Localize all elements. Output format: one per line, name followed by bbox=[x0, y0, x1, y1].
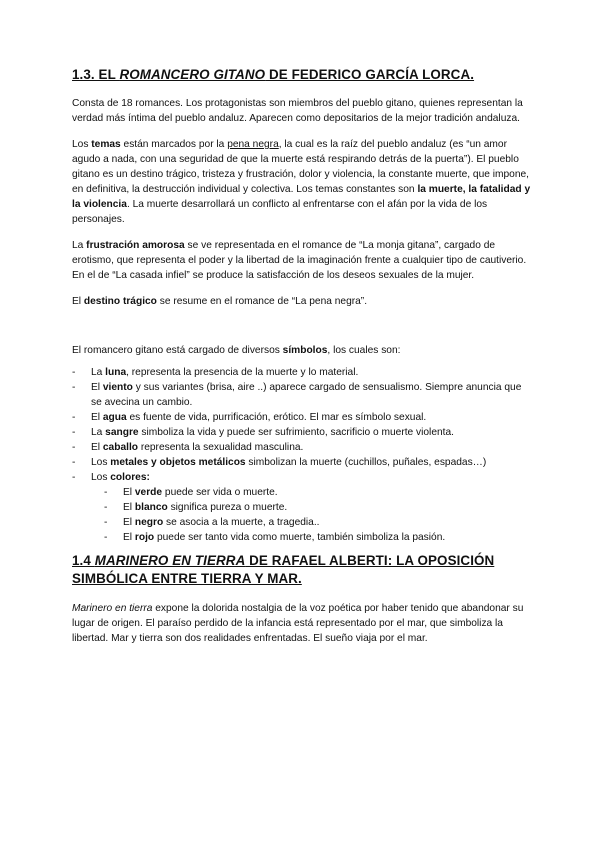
text-run: , los cuales son: bbox=[327, 345, 401, 356]
text-run: se resume en el romance de “La pena negra”. bbox=[156, 296, 368, 307]
text-run: están marcados por la bbox=[120, 139, 228, 150]
list-item: - Los metales y objetos metálicos simbolizan la muerte (cuchillos, puñales, espadas…) bbox=[72, 455, 534, 470]
text-run: El romancero gitano está cargado de diversos bbox=[72, 345, 283, 356]
bold-run: frustración amorosa bbox=[86, 240, 185, 251]
paragraph-temas bbox=[72, 137, 534, 227]
paragraph-marinero bbox=[72, 601, 534, 646]
section-heading-marinero bbox=[72, 552, 534, 588]
heading-title-rest: DE FEDERICO GARCÍA LORCA. bbox=[265, 67, 475, 82]
text-run: Los bbox=[72, 139, 92, 150]
bold-run: destino trágico bbox=[83, 296, 157, 307]
bold-run: temas bbox=[91, 139, 121, 150]
list-item: - El blanco significa pureza o muerte. bbox=[104, 500, 534, 515]
text-run: se ve representada en el romance de “La monja gitana”, cargado de erotismo, que representa el poder y la libertad de la imaginación frente a cualquier tipo de cautiverio. En el de “La casada infiel” se produce la satisfacción de los deseos sexuales de la mujer. bbox=[72, 240, 527, 281]
list-item: - El agua es fuente de vida, purrificación, erótico. El mar es símbolo sexual. bbox=[72, 410, 534, 425]
section-heading-romancero bbox=[72, 66, 534, 84]
heading-title-rest: DE RAFAEL ALBERTI: LA OPOSICIÓN SIMBÓLICA ENTRE TIERRA Y MAR. bbox=[72, 553, 495, 586]
list-item: - El rojo puede ser tanto vida como muerte, también simboliza la pasión. bbox=[104, 530, 534, 545]
paragraph-simbolos bbox=[72, 343, 534, 358]
list-item: - La luna, representa la presencia de la muerte y lo material. bbox=[72, 365, 534, 380]
text-run: La bbox=[72, 240, 87, 251]
underlined-run: pena negra bbox=[227, 139, 279, 150]
list-item: - La sangre simboliza la vida y puede ser sufrimiento, sacrificio o muerte violenta. bbox=[72, 425, 534, 440]
paragraph-frustracion bbox=[72, 238, 534, 283]
list-item: - El verde puede ser vida o muerte. bbox=[104, 485, 534, 500]
bold-run: símbolos bbox=[282, 345, 328, 356]
heading-number: 1.4 bbox=[72, 553, 95, 568]
list-item: - El caballo representa la sexualidad masculina. bbox=[72, 440, 534, 455]
heading-number: 1.3. EL bbox=[72, 67, 120, 82]
text-run: . La muerte desarrollará un conflicto al enfrentarse con el afán por la vida de los personajes. bbox=[72, 199, 488, 225]
bold-run: la muerte, la fatalidad y la violencia bbox=[72, 184, 531, 210]
text-run: , la cual es la raíz del pueblo andaluz (es “un amor agudo a nada, con una seguridad de que la muerte está respirando detrás de la puerta”). El pueblo gitano es un destino trágico, tristeza y frustración, dolor y violencia, la constante muerte, que impone, en definitiva, la destrucción individual y colectiva. Los temas constantes son bbox=[72, 139, 529, 195]
document-page bbox=[72, 66, 534, 646]
paragraph-intro: Consta de 18 romances. Los protagonistas son miembros del pueblo gitano, quienes representan la verdad más íntima del pueblo andaluz. Aparecen como depositarios de la mejor tradición andaluza. bbox=[72, 98, 523, 124]
symbols-list bbox=[72, 365, 534, 485]
list-item: - El viento y sus variantes (brisa, aire ..) aparece cargado de sensualismo. Siempre anuncia que se avecina un cambio. bbox=[72, 380, 534, 410]
heading-title-italic: ROMANCERO GITANO bbox=[119, 67, 266, 82]
italic-run: Marinero en tierra bbox=[72, 603, 153, 614]
colors-sublist bbox=[104, 485, 534, 545]
list-item: - El negro se asocia a la muerte, a tragedia.. bbox=[104, 515, 534, 530]
list-item: - Los colores: bbox=[72, 470, 534, 485]
heading-title-italic: MARINERO EN TIERRA bbox=[94, 553, 246, 568]
paragraph-destino bbox=[72, 294, 534, 309]
text-run: El bbox=[72, 296, 84, 307]
text-run: expone la dolorida nostalgia de la voz poética por haber tenido que abandonar su lugar de origen. El paraíso perdido de la infancia está representado por el mar, que simboliza la libertad. Mar y tierra son dos realidades enfrentadas. El sueño viaja por el mar. bbox=[72, 603, 524, 644]
